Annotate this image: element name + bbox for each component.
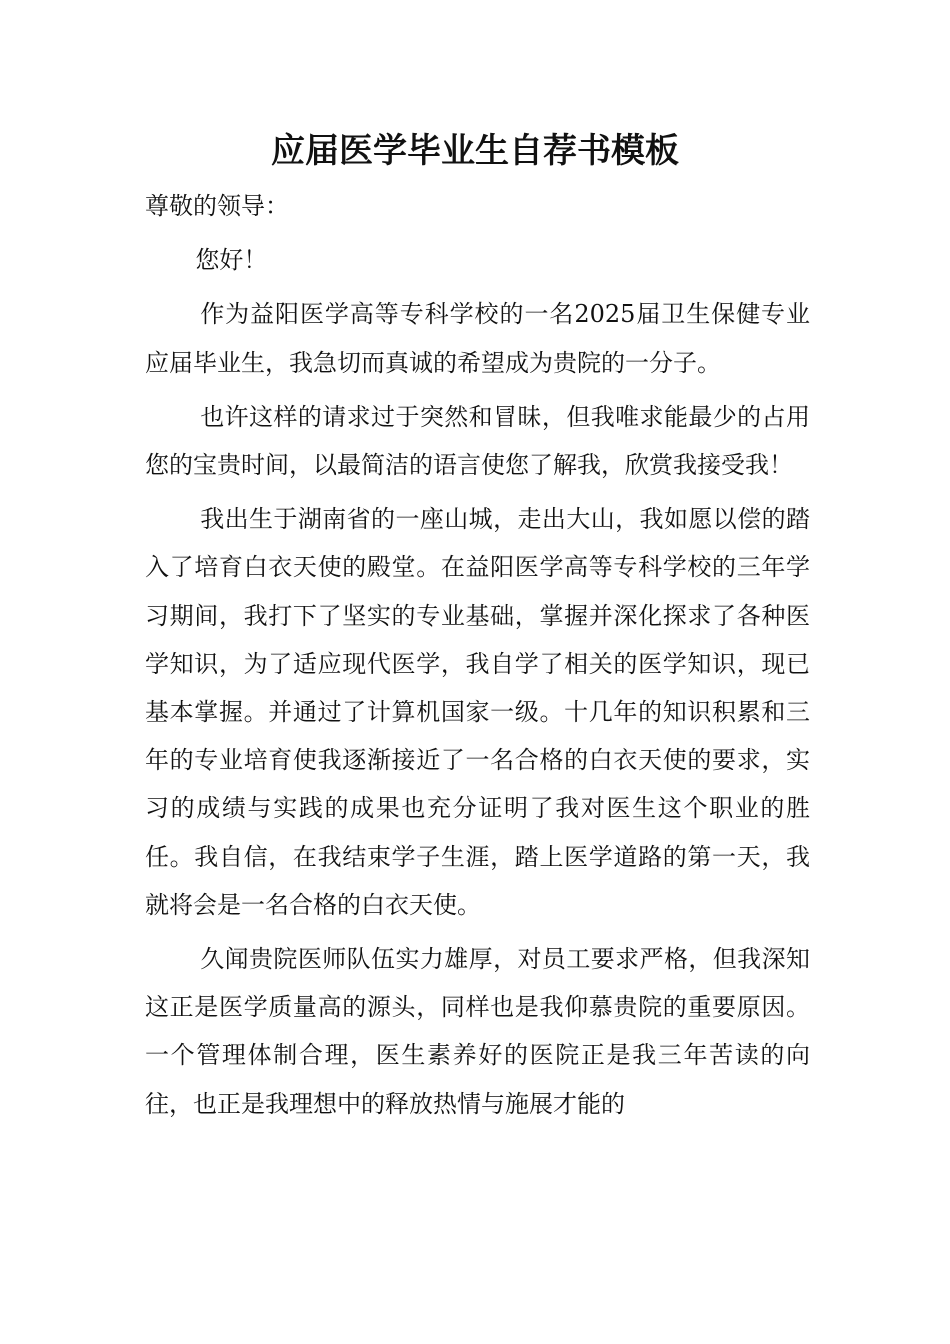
paragraph-4: 久闻贵院医师队伍实力雄厚，对员工要求严格，但我深知这正是医学质量高的源头，同样也是我仰慕贵院的重要原因。一个管理体制合理，医生素养好的医院正是我三年苦读的向往，也正是我理想中的释放热情与施展才能的 — [145, 945, 810, 1118]
salutation: 尊敬的领导： — [145, 192, 289, 220]
greeting: 您好！ — [195, 246, 268, 275]
document-title: 应届医学毕业生自荐书模板 — [271, 131, 679, 171]
paragraph-1: 作为益阳医学高等专科学校的一名2025届卫生保健专业应届毕业生，我急切而真诚的希望成为贵院的一分子。 — [145, 300, 810, 377]
paragraph-3: 我出生于湖南省的一座山城，走出大山，我如愿以偿的踏入了培育白衣天使的殿堂。在益阳医学高等专科学校的三年学习期间，我打下了坚实的专业基础，掌握并深化探求了各种医学知识，为了适应现代医学，我自学了相关的医学知识，现已基本掌握。并通过了计算机国家一级。十几年的知识积累和三年的专业培育使我逐渐接近了一名合格的白衣天使的要求，实习的成绩与实践的成果也充分证明了我对医生这个职业的胜任。我自信，在我结束学子生涯，踏上医学道路的第一天，我就将会是一名合格的白衣天使。 — [145, 505, 810, 919]
paragraph-2: 也许这样的请求过于突然和冒昧，但我唯求能最少的占用您的宝贵时间，以最简洁的语言使您了解我，欣赏我接受我！ — [145, 402, 810, 480]
document-body — [145, 182, 810, 1128]
